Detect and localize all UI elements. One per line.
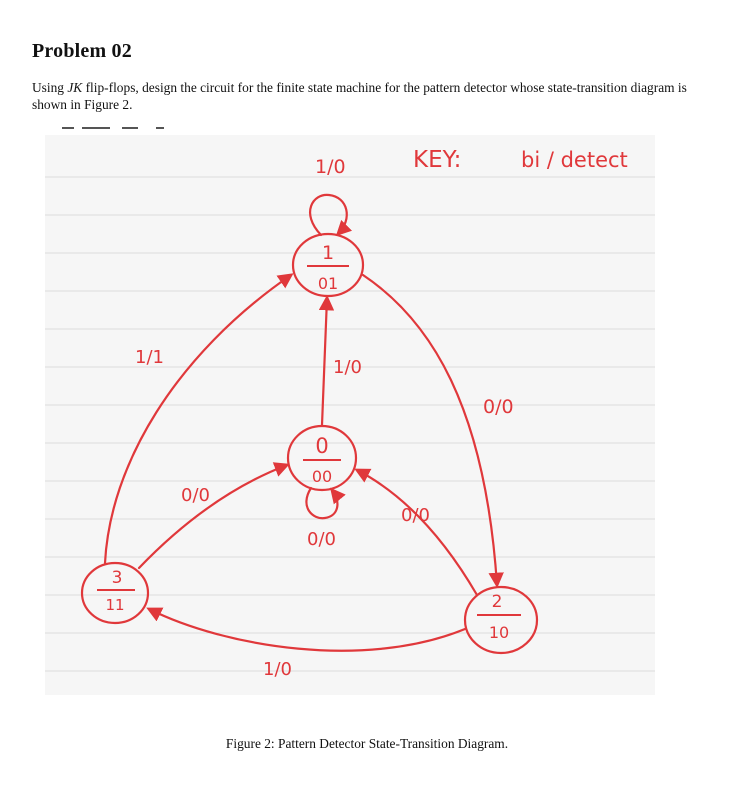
label-s0-to-s1: 1/0 [333,357,362,378]
state-0-code: 00 [311,467,333,486]
label-s2-to-s0: 0/0 [401,505,430,526]
label-s2-to-s3: 1/0 [263,659,292,680]
key-value: bi / detect [521,148,628,172]
state-2-code: 10 [488,623,510,642]
label-s1-to-s2: 0/0 [483,396,514,418]
desc-part-2: flip-flops, design the circuit for the finite state machine for the pattern detector whose state-transition diagram is shown in Figure 2. [32,80,687,112]
key-label: KEY: [413,147,462,173]
paper-background [45,135,655,695]
state-1-code: 01 [317,274,339,293]
state-3-name: 3 [111,568,123,588]
problem-title: Problem 02 [32,40,132,62]
label-s3-to-s1: 1/1 [135,347,164,368]
figure-caption: Figure 2: Pattern Detector State-Transition Diagram. [225,736,509,751]
state-3-code: 11 [105,596,125,614]
state-1-name: 1 [321,242,335,264]
label-s3-to-s0: 0/0 [181,485,210,506]
state-0-name: 0 [315,434,329,458]
desc-jk: JK [67,80,83,95]
label-s0-self: 0/0 [307,529,336,550]
state-2-name: 2 [491,592,503,612]
label-s1-self: 1/0 [315,156,346,178]
desc-part-1: Using [32,80,68,95]
state-diagram-figure [45,135,655,695]
scribble-marks [60,124,170,132]
problem-description [32,79,702,113]
